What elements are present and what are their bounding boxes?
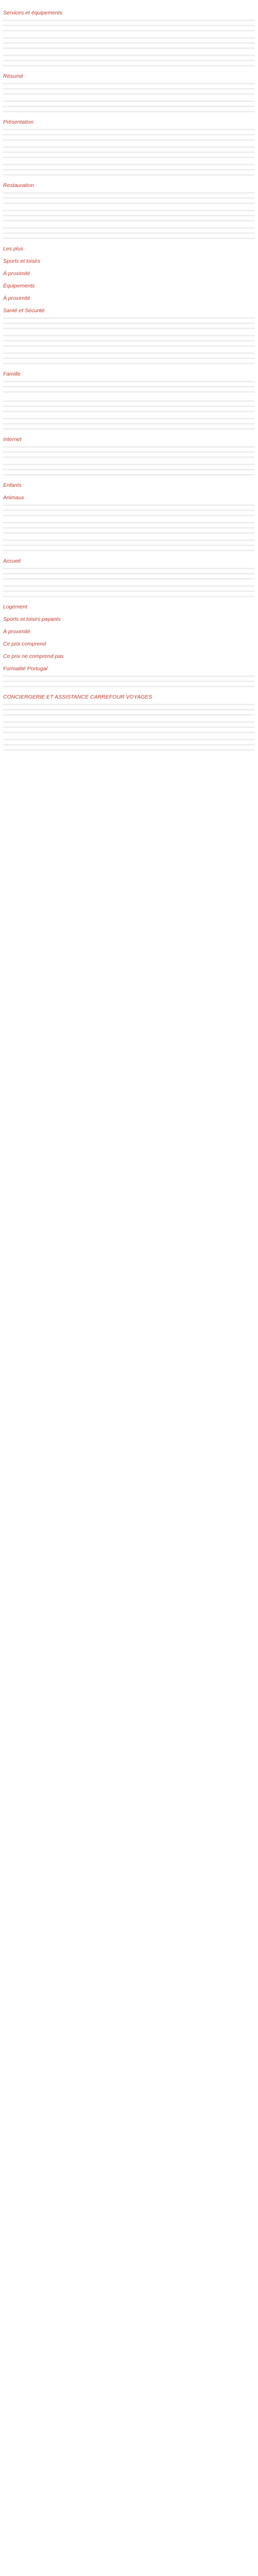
section-title: Enfants [3, 482, 22, 488]
paragraph [3, 674, 255, 688]
paragraph [3, 520, 255, 535]
section-title: Accueil [3, 558, 21, 564]
paragraph [3, 503, 255, 517]
section-a-proximite-2 [3, 295, 255, 302]
section-title: Formalité Portugal [3, 666, 47, 672]
section-ce-prix-ne-comprend-pas [3, 653, 255, 660]
section-title: À proximité [3, 270, 30, 277]
paragraph [3, 145, 255, 159]
section-logement [3, 603, 255, 611]
section-title: CONCIERGERIE ET ASSISTANCE CARREFOUR VOYAGES [3, 694, 152, 700]
section-title: Les plus [3, 246, 24, 252]
section-a-proximite-3 [3, 628, 255, 635]
section-services [3, 9, 255, 67]
section-title: Sports et loisirs payants [3, 616, 61, 622]
paragraph [3, 702, 255, 717]
section-resume [3, 73, 255, 113]
paragraph [3, 584, 255, 598]
section-title: Animaux [3, 495, 24, 501]
paragraph [3, 53, 255, 67]
section-a-proximite [3, 270, 255, 277]
section-les-plus [3, 245, 255, 252]
section-enfants [3, 482, 255, 489]
section-title: Ce prix ne comprend pas [3, 653, 64, 659]
section-accueil [3, 557, 255, 598]
paragraph [3, 81, 255, 96]
section-sante-securite [3, 307, 255, 365]
paragraph [3, 162, 255, 177]
section-equipements [3, 282, 255, 290]
section-ce-prix-comprend [3, 640, 255, 648]
paragraph [3, 462, 255, 477]
section-title: À proximité [3, 295, 30, 301]
section-title: Logement [3, 604, 27, 610]
paragraph [3, 208, 255, 223]
section-title: Résumé [3, 73, 24, 79]
section-title: Ce prix comprend [3, 641, 46, 647]
section-title: Internet [3, 436, 22, 443]
paragraph [3, 720, 255, 734]
section-title: Santé et Sécurité [3, 308, 45, 314]
paragraph [3, 416, 255, 431]
paragraph [3, 379, 255, 394]
paragraph [3, 445, 255, 459]
paragraph [3, 737, 255, 752]
paragraph [3, 99, 255, 113]
section-title: Services et équipements [3, 10, 62, 16]
paragraph [3, 566, 255, 581]
paragraph [3, 316, 255, 330]
paragraph [3, 36, 255, 50]
paragraph [3, 351, 255, 365]
section-animaux [3, 494, 255, 552]
section-presentation [3, 118, 255, 177]
section-title: Présentation [3, 119, 34, 125]
section-title: Équipements [3, 283, 35, 289]
section-formalite [3, 665, 255, 688]
section-restauration [3, 182, 255, 240]
section-sports-loisirs-payants [3, 616, 255, 623]
paragraph [3, 399, 255, 413]
section-conciergerie-intro [3, 399, 255, 431]
paragraph [3, 538, 255, 552]
paragraph [3, 191, 255, 205]
section-sports-loisirs [3, 258, 255, 265]
section-title: Famille [3, 371, 21, 377]
paragraph [3, 226, 255, 240]
paragraph [3, 18, 255, 32]
paragraph [3, 127, 255, 142]
section-conciergerie [3, 693, 255, 752]
section-famille [3, 370, 255, 394]
page [0, 0, 258, 769]
paragraph [3, 333, 255, 348]
section-internet [3, 436, 255, 477]
section-title: Sports et loisirs [3, 258, 40, 264]
section-title: À proximité [3, 629, 30, 635]
section-title: Restauration [3, 182, 34, 189]
